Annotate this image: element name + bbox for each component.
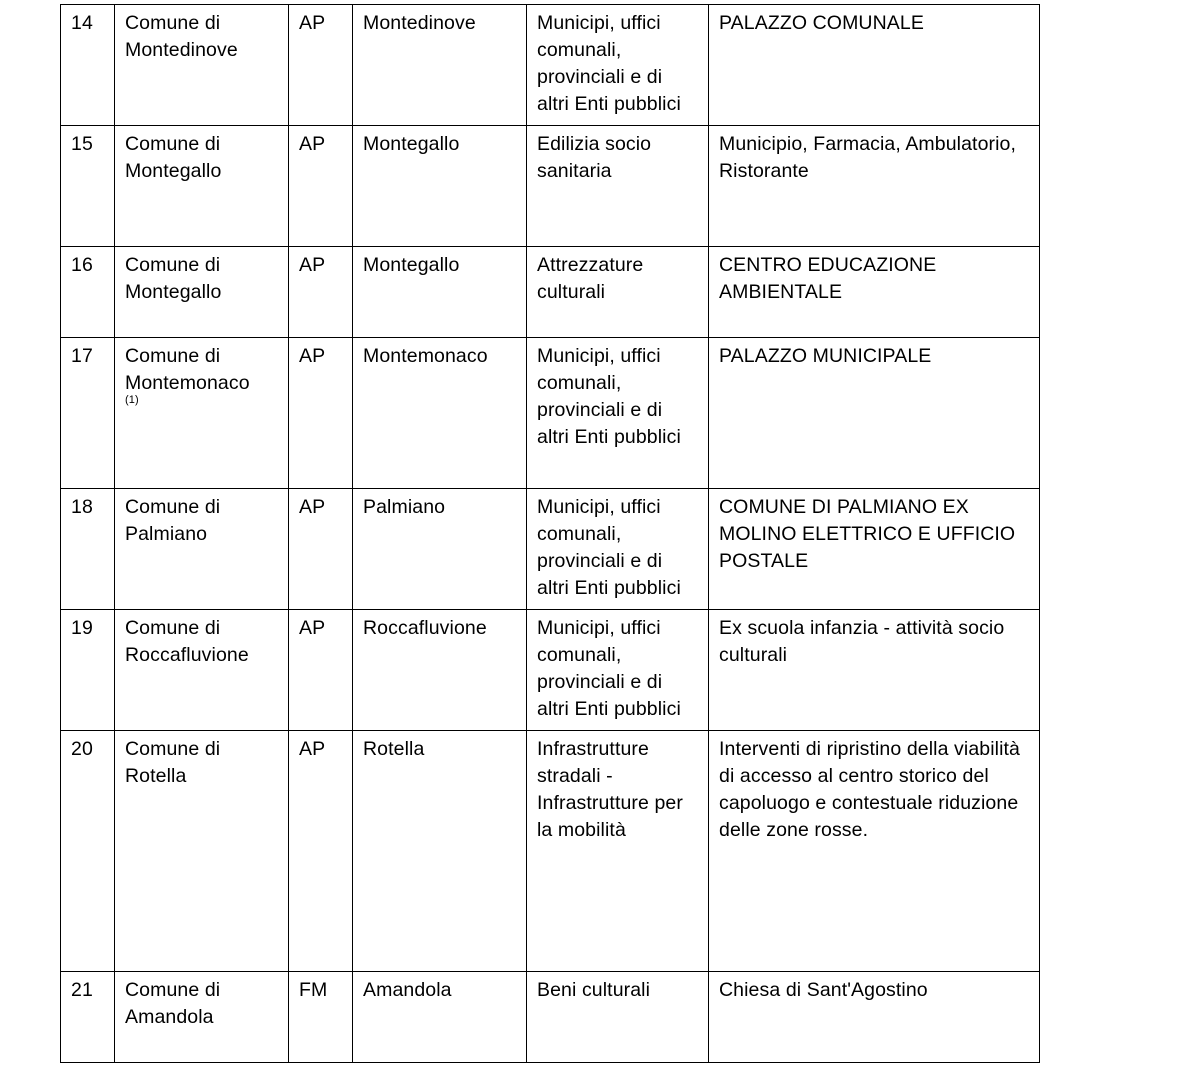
intervento-cell: PALAZZO COMUNALE — [709, 5, 1040, 126]
row-number-cell: 16 — [61, 247, 115, 338]
row-number-cell: 17 — [61, 338, 115, 489]
table-row — [61, 5, 1040, 126]
footnote-marker: (1) — [125, 394, 139, 406]
province-cell: AP — [289, 338, 353, 489]
ente-name: Comune di Montegallo — [125, 133, 222, 182]
intervento-cell: Municipio, Farmacia, Ambulatorio, Ristorante — [709, 126, 1040, 247]
ente-name: Comune di Palmiano — [125, 496, 221, 545]
tipologia-cell: Beni culturali — [527, 972, 709, 1063]
ente-cell — [115, 489, 289, 610]
row-number-cell: 21 — [61, 972, 115, 1063]
table-row — [61, 489, 1040, 610]
ente-name: Comune di Montedinove — [125, 12, 238, 61]
intervento-cell: COMUNE DI PALMIANO EX MOLINO ELETTRICO E UFFICIO POSTALE — [709, 489, 1040, 610]
ente-name: Comune di Amandola — [125, 979, 221, 1028]
comune-cell: Montegallo — [353, 247, 527, 338]
table-row — [61, 731, 1040, 972]
tipologia-cell: Municipi, uffici comunali, provinciali e di altri Enti pubblici — [527, 338, 709, 489]
interventions-table — [60, 4, 1040, 1063]
ente-cell — [115, 247, 289, 338]
row-number-cell: 15 — [61, 126, 115, 247]
comune-cell: Palmiano — [353, 489, 527, 610]
ente-name: Comune di Montemonaco — [125, 345, 250, 394]
comune-cell: Montegallo — [353, 126, 527, 247]
ente-name: Comune di Roccafluvione — [125, 617, 249, 666]
tipologia-cell: Infrastrutture stradali - Infrastrutture per la mobilità — [527, 731, 709, 972]
province-cell: AP — [289, 731, 353, 972]
province-cell: AP — [289, 5, 353, 126]
ente-cell — [115, 338, 289, 489]
row-number-cell: 19 — [61, 610, 115, 731]
row-number-cell: 18 — [61, 489, 115, 610]
province-cell: AP — [289, 489, 353, 610]
table-row — [61, 338, 1040, 489]
ente-cell — [115, 610, 289, 731]
comune-cell: Rotella — [353, 731, 527, 972]
intervento-cell: Chiesa di Sant'Agostino — [709, 972, 1040, 1063]
row-number-cell: 14 — [61, 5, 115, 126]
province-cell: AP — [289, 126, 353, 247]
tipologia-cell: Municipi, uffici comunali, provinciali e di altri Enti pubblici — [527, 5, 709, 126]
intervento-cell: CENTRO EDUCAZIONE AMBIENTALE — [709, 247, 1040, 338]
table-row — [61, 972, 1040, 1063]
intervento-cell: Interventi di ripristino della viabilità di accesso al centro storico del capoluogo e contestuale riduzione delle zone rosse. — [709, 731, 1040, 972]
row-number-cell: 20 — [61, 731, 115, 972]
intervento-cell: Ex scuola infanzia - attività socio culturali — [709, 610, 1040, 731]
ente-name: Comune di Montegallo — [125, 254, 222, 303]
table-row — [61, 610, 1040, 731]
ente-cell — [115, 126, 289, 247]
tipologia-cell: Edilizia socio sanitaria — [527, 126, 709, 247]
tipologia-cell: Municipi, uffici comunali, provinciali e di altri Enti pubblici — [527, 489, 709, 610]
table-row — [61, 247, 1040, 338]
tipologia-cell: Attrezzature culturali — [527, 247, 709, 338]
province-cell: AP — [289, 610, 353, 731]
intervento-cell: PALAZZO MUNICIPALE — [709, 338, 1040, 489]
comune-cell: Montedinove — [353, 5, 527, 126]
ente-cell — [115, 731, 289, 972]
province-cell: AP — [289, 247, 353, 338]
ente-name: Comune di Rotella — [125, 738, 221, 787]
ente-cell — [115, 972, 289, 1063]
tipologia-cell: Municipi, uffici comunali, provinciali e di altri Enti pubblici — [527, 610, 709, 731]
comune-cell: Roccafluvione — [353, 610, 527, 731]
ente-cell — [115, 5, 289, 126]
comune-cell: Montemonaco — [353, 338, 527, 489]
province-cell: FM — [289, 972, 353, 1063]
comune-cell: Amandola — [353, 972, 527, 1063]
table-row — [61, 126, 1040, 247]
